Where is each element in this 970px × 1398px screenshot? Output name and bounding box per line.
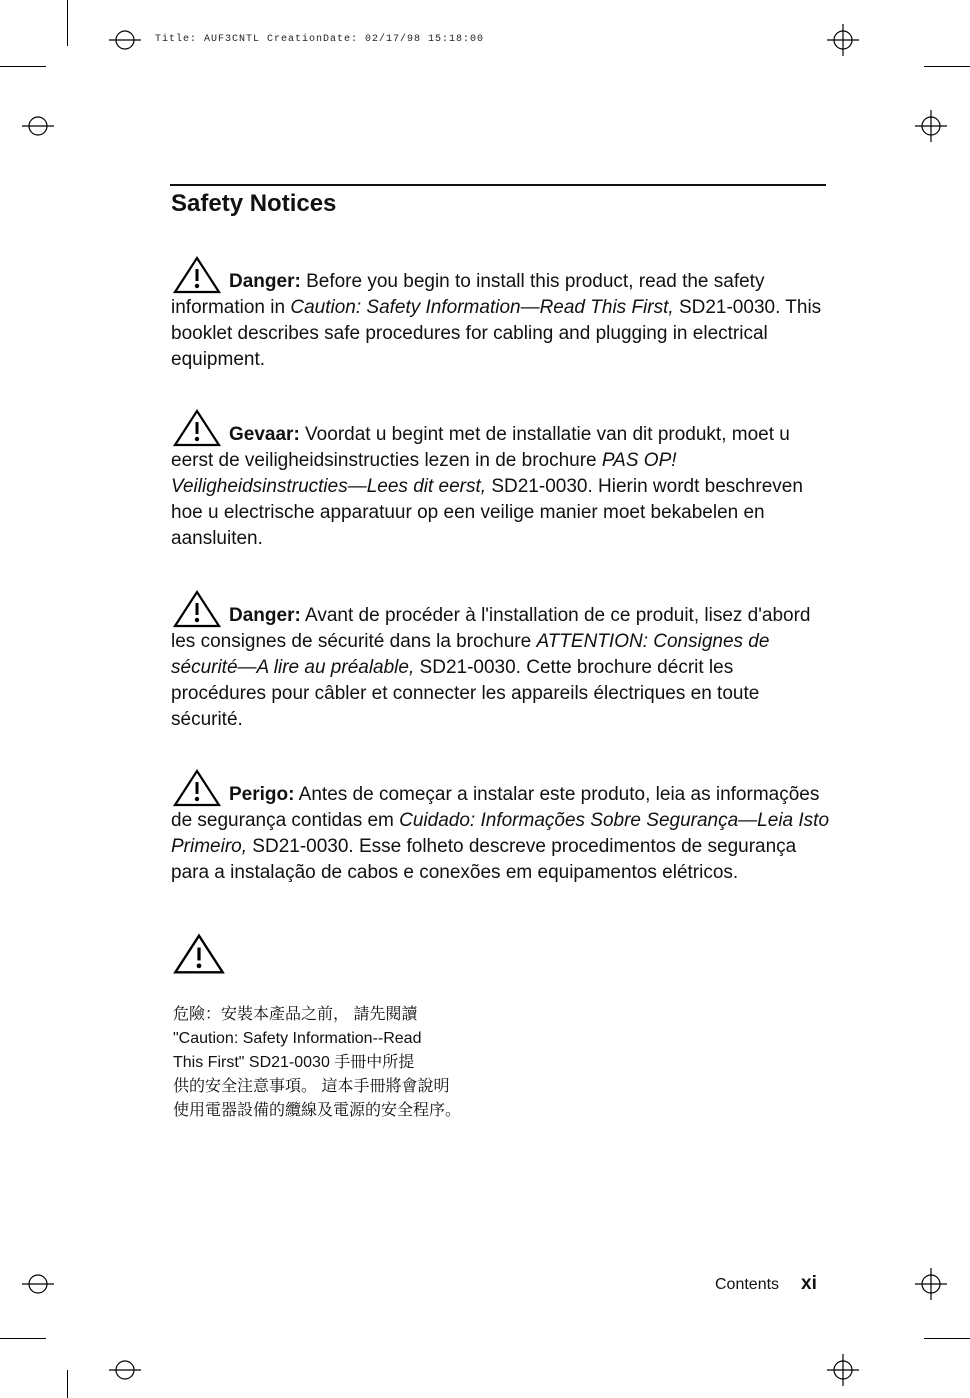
warning-triangle-icon [171,932,227,976]
notice-line: 供的安全注意事項。 這本手冊將會說明 [173,1078,450,1095]
registration-mark-icon [823,1350,863,1390]
notice-text: SD21-0030. Esse folheto descreve procedimentos de segurança para a instalação de cabos e conexões em equipamentos elétricos. [171,836,797,883]
warning-triangle-icon [171,589,223,629]
crop-mark [0,66,46,67]
crop-mark [67,0,68,46]
notice-lead: Danger: [229,271,301,292]
crop-mark [0,1338,46,1339]
notice-reference: Caution: Safety Information—Read This First, [290,297,674,318]
notice-dutch [171,408,831,552]
notice-text: SD21-0030. Cette brochure décrit les procédures pour câbler et connecter les appareils électriques en toute sécurité. [171,657,760,730]
page-footer [715,1273,817,1295]
registration-mark-icon [105,1350,145,1390]
notice-reference: ATTENTION: Consignes de sécurité—A lire au préalable, [171,631,770,678]
notice-lead: Perigo: [229,784,295,805]
registration-mark-icon [18,106,58,146]
warning-triangle-icon [171,408,223,448]
notice-line: 使用電器設備的纜線及電源的安全程序。 [173,1102,462,1119]
registration-mark-icon [911,1264,951,1304]
page-title: Safety Notices [171,190,337,217]
notice-line: "Caution: Safety Information--Read [173,1030,422,1047]
notice-chinese [173,1003,673,1123]
notice-lead: Gevaar: [229,424,300,445]
crop-mark [924,66,970,67]
notice-french [171,589,831,733]
notice-lead: Danger: [229,605,301,626]
registration-mark-icon [105,20,145,60]
crop-mark [924,1338,970,1339]
crop-mark [67,1370,68,1398]
registration-mark-icon [911,106,951,146]
notice-line: 危險：安裝本產品之前， 請先閱讀 [173,1006,418,1023]
print-header: Title: AUF3CNTL CreationDate: 02/17/98 15:18:00 [155,34,485,45]
notice-text: Antes de começar a instalar este produto, leia as informações de segurança contidas em [171,784,820,831]
notice-text: SD21-0030. This booklet describes safe procedures for cabling and plugging in electrical equipment. [171,297,822,370]
notice-english [171,255,831,373]
notice-reference: Cuidado: Informações Sobre Segurança—Leia Isto Primeiro, [171,810,830,857]
notice-text: Before you begin to install this product, read the safety information in [171,271,765,318]
warning-triangle-icon [171,255,223,295]
footer-section: Contents [715,1276,780,1293]
registration-mark-icon [823,20,863,60]
notice-text: SD21-0030. Hierin wordt beschreven hoe u electrische apparatuur op een veilige manier moet bekabelen en aansluiten. [171,476,803,549]
notice-reference: PAS OP! Veiligheidsinstructies—Lees dit eerst, [171,450,677,497]
registration-mark-icon [18,1264,58,1304]
section-rule [170,184,826,186]
warning-triangle-icon [171,768,223,808]
page-number: xi [801,1273,817,1294]
notice-text: Avant de procéder à l'installation de ce produit, lisez d'abord les consignes de sécurité dans la brochure [171,605,811,652]
notice-text: Voordat u begint met de installatie van dit produkt, moet u eerst de veiligheidsinstructies lezen in de brochure [171,424,790,471]
notice-line: This First" SD21-0030 手冊中所提 [173,1054,415,1071]
notice-portuguese [171,768,831,886]
